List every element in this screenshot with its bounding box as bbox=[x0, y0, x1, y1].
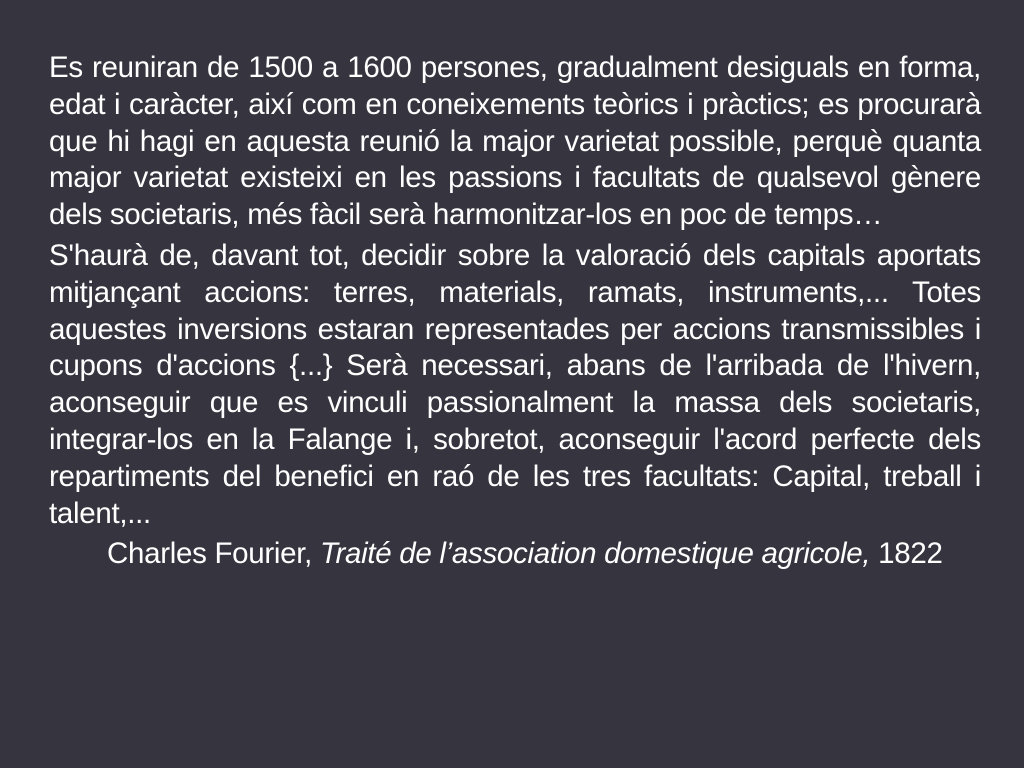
quote-text-block bbox=[49, 50, 981, 573]
citation-author: Charles Fourier, bbox=[107, 537, 320, 571]
quote-paragraph-1: Es reuniran de 1500 a 1600 persones, gradualment desiguals en forma, edat i caràcter, així com en coneixements teòrics i pràctics; es procurarà que hi hagi en aquesta reunió la major varietat possible, perquè quanta major varietat existeixi en les passions i facultats de qualsevol gènere dels societaris, més fàcil serà harmonitzar-los en poc de temps… bbox=[49, 51, 981, 232]
citation-title: Traité de l’association domestique agricole, bbox=[319, 537, 871, 571]
citation bbox=[49, 536, 981, 573]
quote-paragraph-2: S'haurà de, davant tot, decidir sobre la valoració dels capitals aportats mitjançant accions: terres, materials, ramats, instruments,... Totes aquestes inversions estaran representades per accions transmissibles i cupons d'accions {...} Serà necessari, abans de l'arribada de l'hivern, aconseguir que es vinculi passionalment la massa dels societaris, integrar-los en la Falange i, sobretot, aconseguir l'acord perfecte dels repartiments del benefici en raó de les tres facultats: Capital, treball i talent,... bbox=[49, 238, 981, 530]
citation-year: 1822 bbox=[870, 537, 943, 571]
